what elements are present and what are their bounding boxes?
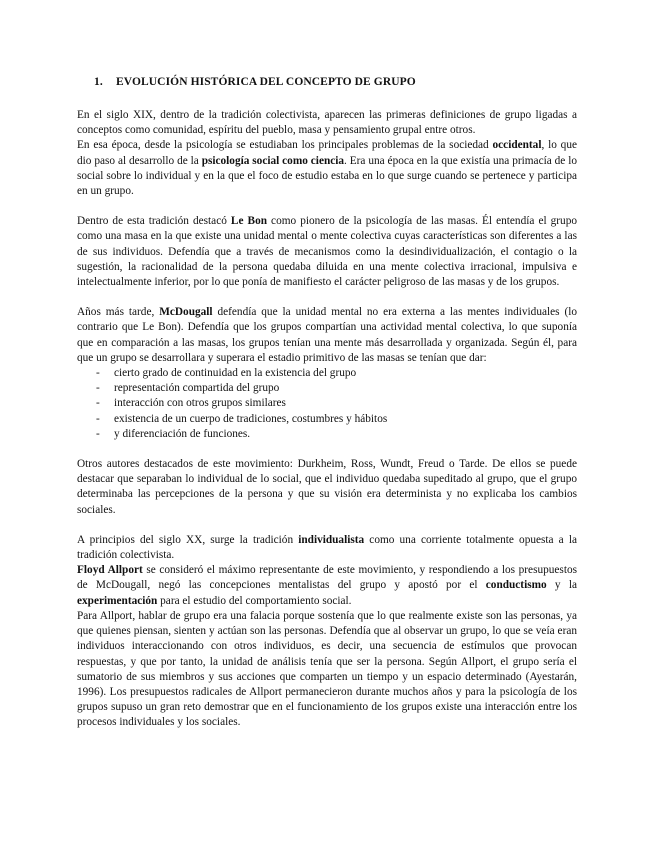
list-item: - existencia de un cuerpo de tradiciones, costumbres y hábitos xyxy=(96,412,388,425)
paragraph-mcdougall: Años más tarde, McDougall defendía que la unidad mental no era externa a las mentes individuales (lo contrario que Le Bon). Defendía que los grupos compartían una actividad mental colectiva, lo que suponía que en comparación a las masas, los grupos tenían una mente más desarrollada y organizada. Según él, para que un grupo se desarrollara y superara el estadio primitivo de las masas se tenían que dar: xyxy=(77,306,577,364)
section-heading xyxy=(94,76,416,88)
paragraph-floyd-allport: Floyd Allport se consideró el máximo representante de este movimiento, y respondiendo a los presupuestos de McDougall, negó las concepciones mentalistas del grupo y apostó por el conductismo y la experimentación para el estudio del comportamiento social. xyxy=(77,564,577,607)
bold-occidental: occidental xyxy=(492,139,542,152)
document-body xyxy=(77,108,577,731)
bold-individualista: individualista xyxy=(298,533,365,546)
paragraph-le-bon: Dentro de esta tradición destacó Le Bon como pionero de la psicología de las masas. Él entendía el grupo como una masa en la que existe una unidad mental o mente colectiva cuyas características son diferentes a las de sus individuos. Defendía que a través de mecanismos como la desindividualización, el contagio o la sugestión, la racionalidad de la persona quedaba diluida en una mente colectiva irracional, impulsiva e intelectualmente inferior, por lo que ponía de manifiesto el carácter peligroso de las masas y de los grupos. xyxy=(77,215,578,289)
bold-psicologia-social: psicología social como ciencia xyxy=(201,154,345,167)
bold-mcdougall: McDougall xyxy=(159,306,213,319)
heading-number: 1. xyxy=(94,76,103,88)
list-item: - y diferenciación de funciones. xyxy=(96,427,251,440)
paragraph-individualista: A principios del siglo XX, surge la tradición individualista como una corriente totalmente opuesta a la tradición colectivista. xyxy=(77,533,577,562)
conditions-list xyxy=(77,366,577,442)
list-item: - interacción con otros grupos similares xyxy=(96,397,286,410)
list-item: - representación compartida del grupo xyxy=(96,382,280,395)
paragraph-intro: En el siglo XIX, dentro de la tradición colectivista, aparecen las primeras definiciones de grupo ligadas a conceptos como comunidad, espíritu del pueblo, masa y pensamiento grupal entre otros. xyxy=(77,109,577,137)
paragraph-allport-falacia: Para Allport, hablar de grupo era una falacia porque sostenía que lo que realmente existe son las personas, ya que quienes piensan, sienten y actúan son las personas. Defendía que al observar un grupo, lo que se veía eran individuos interaccionando con otros individuos, es decir, una secuencia de estímulos que provocan respuestas, y que por tanto, la unidad de análisis tenía que ser la persona. Según Allport, el grupo sería el sumatorio de sus miembros y sus acciones que comparten un tiempo y un espacio determinado (Ayestarán, 1996). Los presupuestos radicales de Allport permanecieron durante muchos años y para la psicología de los grupos supuso un gran reto demostrar que en el funcionamiento de los grupos existe una interacción entre los procesos individuales y los sociales. xyxy=(77,609,577,729)
paragraph-otros-autores: Otros autores destacados de este movimiento: Durkheim, Ross, Wundt, Freud o Tarde. De ellos se puede destacar que separaban lo individual de lo social, que el individuo quedaba supeditado al grupo, que el grupo determinaba las percepciones de la persona y que su visión era determinista y no explicaba los cambios sociales. xyxy=(77,458,577,516)
list-item: - cierto grado de continuidad en la existencia del grupo xyxy=(96,367,357,380)
bold-experimentacion: experimentación xyxy=(77,594,158,607)
bold-floyd-allport: Floyd Allport xyxy=(77,564,143,577)
bold-le-bon: Le Bon xyxy=(230,215,267,228)
paragraph-occidental: En esa época, desde la psicología se estudiaban los principales problemas de la sociedad occidental, lo que dio paso al desarrollo de la psicología social como ciencia. Era una época en la que existía una primacía de lo social sobre lo individual y en la que el foco de estudio estaba en lo que surge cuando se pertenece y participa en un grupo. xyxy=(77,139,577,198)
heading-title: EVOLUCIÓN HISTÓRICA DEL CONCEPTO DE GRUPO xyxy=(116,76,416,88)
bold-conductismo: conductismo xyxy=(485,579,547,592)
